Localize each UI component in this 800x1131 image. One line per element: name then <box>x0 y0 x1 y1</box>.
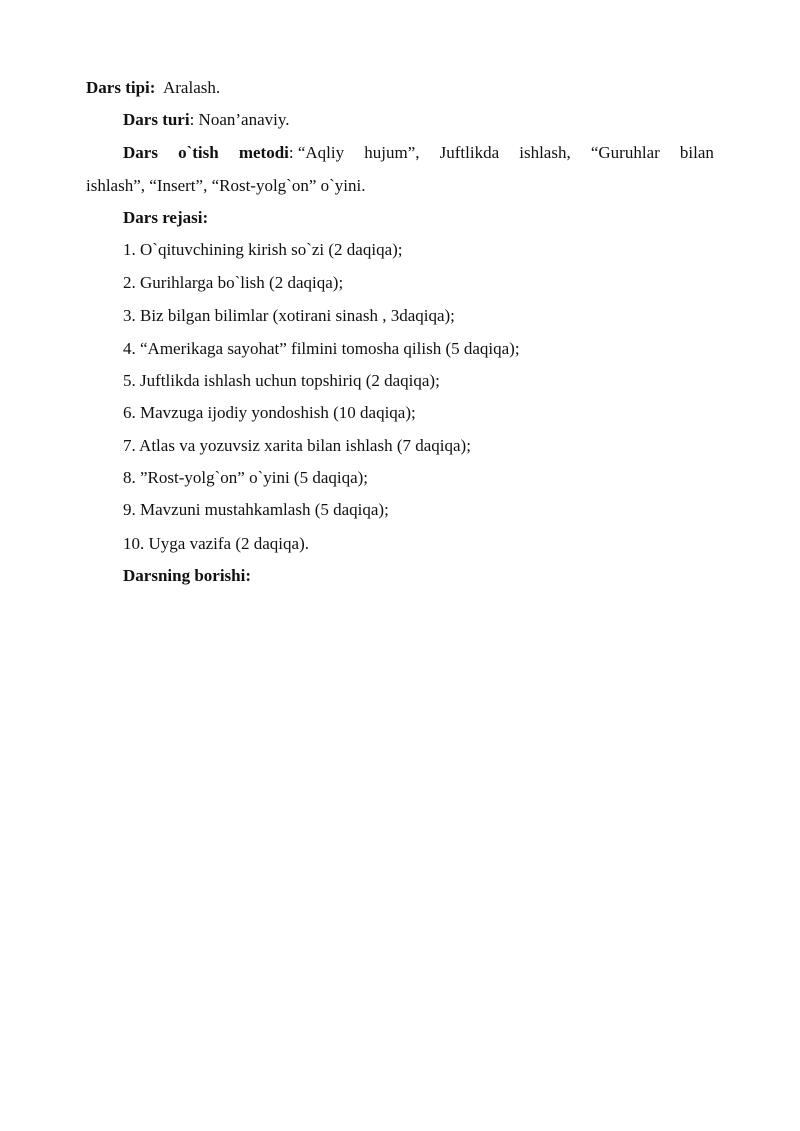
plan-item: 6. Mavzuga ijodiy yondoshish (10 daqiqa); <box>123 403 416 422</box>
method-word: bilan <box>679 143 714 162</box>
plan-item: 8. ”Rost-yolg`on” o`yini (5 daqiqa); <box>123 468 369 487</box>
method-word: hujum”, <box>364 143 420 162</box>
method-label-word-3: metodi <box>238 143 289 162</box>
lesson-method-line <box>123 143 714 163</box>
lesson-type-line <box>86 78 220 98</box>
plan-item: 9. Mavzuni mustahkamlash (5 daqiqa); <box>123 500 389 519</box>
lesson-type-value: Aralash. <box>162 78 221 97</box>
plan-item: 7. Atlas va yozuvsiz xarita bilan ishlash (7 daqiqa); <box>123 436 471 455</box>
lesson-kind-value: : Noan’anaviy. <box>189 110 290 129</box>
plan-heading: Dars rejasi: <box>123 208 209 227</box>
method-word: Juftlikda <box>439 143 500 162</box>
method-label-word-1: Dars <box>123 143 158 162</box>
lesson-method-continuation: ishlash”, “Insert”, “Rost-yolg`on” o`yini. <box>86 176 366 195</box>
lesson-type-label: Dars tipi: <box>86 78 156 97</box>
progress-heading: Darsning borishi: <box>123 566 251 585</box>
plan-item: 1. O`qituvchining kirish so`zi (2 daqiqa); <box>123 240 403 259</box>
lesson-kind-line <box>123 110 290 130</box>
plan-item: 10. Uyga vazifa (2 daqiqa). <box>123 534 309 553</box>
plan-item: 4. “Amerikaga sayohat” filmini tomosha qilish (5 daqiqa); <box>123 339 520 358</box>
method-word: ishlash, <box>519 143 571 162</box>
method-word: “Guruhlar <box>590 143 660 162</box>
plan-item: 3. Biz bilgan bilimlar (xotirani sinash , 3daqiqa); <box>123 306 455 325</box>
method-word: : “Aqliy <box>288 143 345 162</box>
lesson-kind-label: Dars turi <box>123 110 190 129</box>
method-label-word-2: o`tish <box>178 143 219 162</box>
method-label-word-3-wrap <box>239 143 344 163</box>
plan-item: 2. Gurihlarga bo`lish (2 daqiqa); <box>123 273 344 292</box>
plan-item: 5. Juftlikda ishlash uchun topshiriq (2 daqiqa); <box>123 371 440 390</box>
